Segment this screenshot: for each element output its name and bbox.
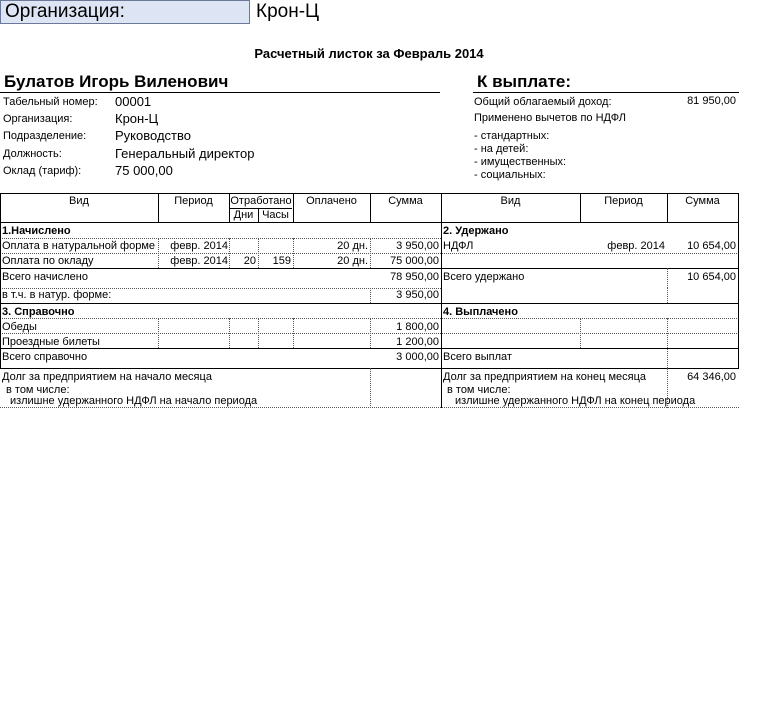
accrual-vid: Оплата по окладу	[2, 255, 94, 267]
field-label-org: Организация:	[3, 113, 73, 125]
total-withheld-value: 10 654,00	[687, 271, 736, 283]
employee-name: Булатов Игорь Виленович	[4, 72, 229, 91]
accrual-period: февр. 2014	[170, 255, 228, 267]
ndfl-start-label: излишне удержанного НДФЛ на начало периода	[10, 395, 258, 407]
col-header-worked: Отработано	[230, 195, 292, 207]
section-paid-out: 4. Выплачено	[443, 306, 518, 318]
total-accrued-value: 78 950,00	[390, 271, 439, 283]
field-label-tabnum: Табельный номер:	[3, 96, 98, 108]
section-accrued: 1.Начислено	[2, 225, 71, 237]
col-header-paid: Оплачено	[306, 195, 357, 207]
col-header-vid-2: Вид	[500, 195, 521, 207]
natural-value: 3 950,00	[396, 289, 439, 301]
accrual-days: 20	[243, 255, 256, 267]
ndfl-end-label: излишне удержанного НДФЛ на конец периода	[455, 395, 696, 407]
field-label-position: Должность:	[3, 148, 62, 160]
field-value-position: Генеральный директор	[115, 146, 255, 161]
total-paid-label: Всего выплат	[443, 351, 512, 363]
withheld-period: февр. 2014	[607, 240, 665, 252]
field-value-department: Руководство	[115, 128, 191, 143]
total-reference-value: 3 000,00	[396, 351, 439, 363]
field-value-tabnum: 00001	[115, 94, 152, 109]
col-header-hours: Часы	[262, 209, 289, 221]
deduction-children: - на детей:	[474, 143, 529, 155]
organization-value: Крон-Ц	[256, 1, 320, 22]
col-header-sum-2: Сумма	[685, 195, 720, 207]
total-reference-label: Всего справочно	[2, 351, 88, 363]
accrual-paid: 20 дн.	[337, 255, 368, 267]
col-header-vid: Вид	[69, 195, 89, 207]
debt-end-value: 64 346,00	[687, 371, 736, 383]
field-label-salary: Оклад (тариф):	[3, 165, 82, 177]
incl-label-end: в том числе:	[447, 384, 511, 396]
deduction-property: - имущественных:	[474, 156, 567, 168]
page-title: Расчетный листок за Февраль 2014	[254, 46, 484, 61]
payout-underline	[473, 92, 739, 93]
organization-label: Организация:	[0, 0, 250, 24]
income-label: Общий облагаемый доход:	[474, 96, 612, 108]
field-value-salary: 75 000,00	[115, 163, 173, 178]
col-header-sum: Сумма	[388, 195, 423, 207]
debt-start-label: Долг за предприятием на начало месяца	[2, 371, 212, 383]
payslip-table	[0, 193, 739, 408]
reference-sum: 1 800,00	[396, 321, 439, 333]
total-withheld-label: Всего удержано	[443, 271, 525, 283]
deduction-social: - социальных:	[474, 169, 546, 181]
section-reference: 3. Справочно	[2, 306, 75, 318]
income-value: 81 950,00	[687, 95, 736, 107]
deduction-standard: - стандартных:	[474, 130, 550, 142]
field-value-org: Крон-Ц	[115, 111, 159, 126]
incl-label-start: в том числе:	[6, 384, 70, 396]
accrual-vid: Оплата в натуральной форме	[2, 240, 156, 252]
reference-vid: Проездные билеты	[2, 336, 100, 348]
col-header-period-2: Период	[604, 195, 643, 207]
withheld-vid: НДФЛ	[443, 240, 474, 252]
accrual-sum: 75 000,00	[390, 255, 439, 267]
accrual-sum: 3 950,00	[396, 240, 439, 252]
reference-vid: Обеды	[2, 321, 37, 333]
accrual-hours: 159	[272, 255, 291, 267]
accrual-paid: 20 дн.	[337, 240, 368, 252]
debt-end-label: Долг за предприятием на конец месяца	[443, 371, 647, 383]
accrual-period: февр. 2014	[170, 240, 228, 252]
payout-title: К выплате:	[477, 72, 572, 91]
total-accrued-label: Всего начислено	[2, 271, 88, 283]
col-header-days: Дни	[233, 209, 254, 221]
name-underline	[0, 92, 440, 93]
reference-sum: 1 200,00	[396, 336, 439, 348]
col-header-period: Период	[174, 195, 213, 207]
natural-label: в т.ч. в натур. форме:	[2, 289, 112, 301]
field-label-department: Подразделение:	[3, 130, 87, 142]
section-withheld: 2. Удержано	[443, 225, 509, 237]
withheld-sum: 10 654,00	[687, 240, 736, 252]
deductions-label: Применено вычетов по НДФЛ	[474, 112, 626, 124]
